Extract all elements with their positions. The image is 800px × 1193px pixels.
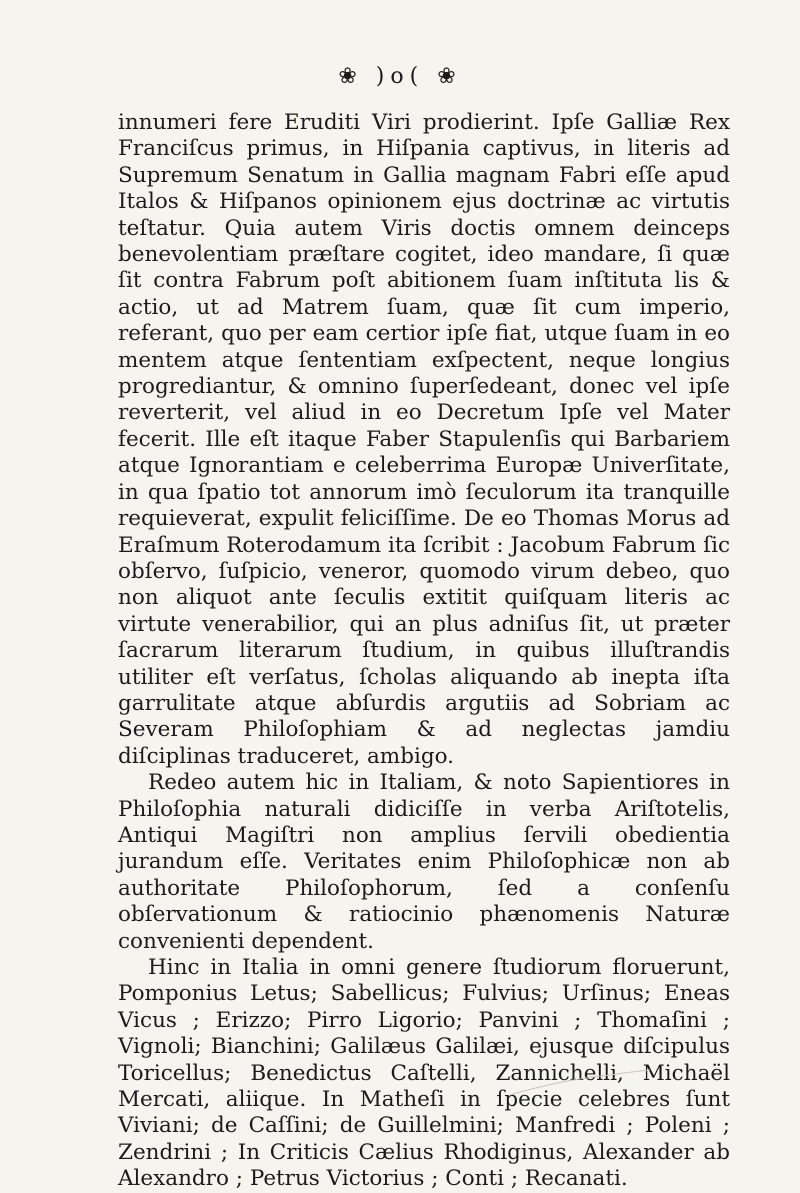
flower-ornament-icon: ❀ xyxy=(338,64,363,89)
paragraph-2: Redeo autem hic in Italiam, & noto Sapientiores in Philoſophia naturali didiciſſe in verba Ariſtotelis, Antiqui Magiſtri non amplius ſervili obedientia jurandum eſſe. Veritates enim Philoſophicæ non ab authoritate Philoſophorum, ſed a conſenſu obſervationum & ratiocinio phænomenis Naturæ convenienti dependent. xyxy=(118,770,730,954)
header-center-ornament: )o( xyxy=(375,64,425,89)
body-text xyxy=(118,110,730,1193)
paper-smudge-mark xyxy=(500,1050,660,1110)
paragraph-3: Hinc in Italia in omni genere ſtudiorum floruerunt, Pomponius Letus; Sabellicus; Fulvius; Urſinus; Eneas Vicus ; Erizzo; Pirro Ligorio; Panvini ; Thomaſini ; Vignoli; Bianchini; Galilæus Galilæi, ejusque diſcipulus Toricellus; Benedictus Caſtelli, Zannichelli, Michaël Mercati, aliique. In Matheſi in ſpecie celebres ſunt Viviani; de Caſſini; de Guillelmini; Manfredi ; Poleni ; Zendrini ; In Criticis Cælius Rhodiginus, Alexander ab Alexandro ; Petrus Victorius ; Conti ; Recanati. xyxy=(118,955,730,1192)
flower-ornament-icon: ❀ xyxy=(437,64,462,89)
page-header-ornament xyxy=(0,64,800,89)
paragraph-1: innumeri fere Eruditi Viri prodierint. Ipſe Galliæ Rex Franciſcus primus, in Hiſpania captivus, in literis ad Supremum Senatum in Gallia magnam Fabri eſſe apud Italos & Hiſpanos opinionem ejus doctrinæ ac virtutis teſtatur. Quia autem Viris doctis omnem deinceps benevolentiam præſtare cogitet, ideo mandare, ſi quæ ſit contra Fabrum poſt abitionem ſuam inſtituta lis & actio, ut ad Matrem ſuam, quæ ſit cum imperio, referant, quo per eam certior ipſe fiat, utque ſuam in eo mentem atque ſententiam exſpectent, neque longius progrediantur, & omnino ſuperſedeant, donec vel ipſe reverterit, vel aliud in eo Decretum Ipſe vel Mater fecerit. Ille eſt itaque Faber Stapulenſis qui Barbariem atque Ignorantiam e celeberrima Europæ Univerſitate, in qua ſpatio tot annorum imò ſeculorum ita tranquille requieverat, expulit feliciſſime. De eo Thomas Morus ad Eraſmum Roterodamum ita ſcribit : Jacobum Fabrum ſic obſervo, ſuſpicio, veneror, quomodo virum debeo, quo non aliquot ante ſeculis extitit quiſquam literis ac virtute venerabilior, qui an plus adniſus ſit, ut præter ſacrarum literarum ſtudium, in quibus illuſtrandis utiliter eſt verſatus, ſcholas aliquando ab inepta iſta garrulitate atque abſurdis argutiis ad Sobriam ac Severam Philoſophiam & ad neglectas jamdiu diſciplinas traduceret, ambigo. xyxy=(118,110,730,769)
